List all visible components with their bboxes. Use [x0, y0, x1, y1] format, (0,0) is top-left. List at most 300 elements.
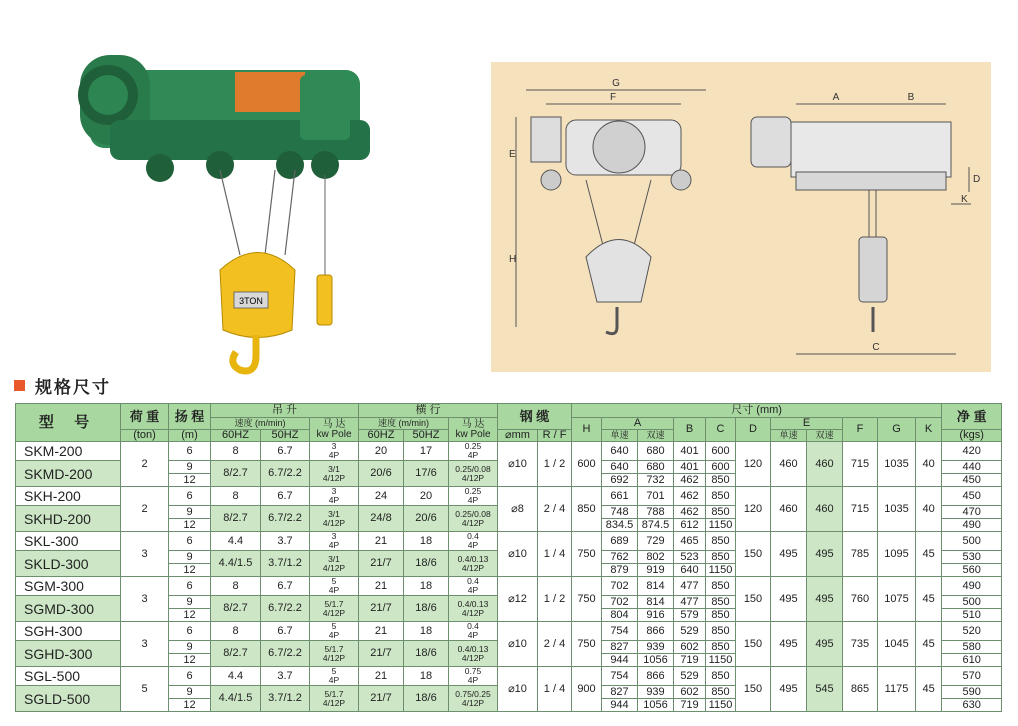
- hdr-G: G: [878, 418, 916, 442]
- net-weight: 490: [942, 519, 1002, 532]
- hoist-motor: 3 4P: [310, 442, 359, 461]
- travel-speed-50: 18: [404, 532, 449, 551]
- hdr-rope: 钢 缆: [498, 404, 572, 430]
- hoist-speed-50: 6.7/2.2: [261, 641, 310, 667]
- hoist-speed-50: 6.7: [261, 577, 310, 596]
- lift-value: 12: [169, 564, 211, 577]
- dim-A-double: 939: [638, 641, 674, 654]
- dim-B: 579: [674, 609, 706, 622]
- dim-G: 1035: [878, 442, 916, 487]
- load-value: 5: [121, 667, 169, 712]
- model-name: SKM-200: [16, 442, 121, 461]
- lift-value: 12: [169, 474, 211, 487]
- dim-B: 529: [674, 622, 706, 641]
- hoist-speed-60: 4.4: [211, 667, 261, 686]
- dim-A-double: 1056: [638, 699, 674, 712]
- dim-C: 850: [706, 596, 736, 609]
- dim-C: 850: [706, 641, 736, 654]
- svg-text:K: K: [961, 194, 968, 205]
- hdr-travel: 横 行: [359, 404, 498, 418]
- dim-B: 477: [674, 596, 706, 609]
- model-name: SKLD-300: [16, 551, 121, 577]
- dim-B: 401: [674, 442, 706, 461]
- dim-B: 602: [674, 686, 706, 699]
- svg-text:C: C: [872, 342, 880, 353]
- rope-diameter: ⌀10: [498, 442, 538, 487]
- travel-speed-50: 20/6: [404, 506, 449, 532]
- dim-C: 850: [706, 551, 736, 564]
- dim-A-single: 804: [602, 609, 638, 622]
- lift-value: 12: [169, 654, 211, 667]
- hdr-travel-50: 50HZ: [404, 430, 449, 442]
- travel-speed-60: 21/7: [359, 641, 404, 667]
- dim-F: 735: [843, 622, 878, 667]
- hoist-motor: 5/1.7 4/12P: [310, 686, 359, 712]
- hdr-E: E: [771, 418, 843, 430]
- dim-A-double: 701: [638, 487, 674, 506]
- hoist-motor: 3/1 4/12P: [310, 506, 359, 532]
- hdr-D: D: [736, 418, 771, 442]
- net-weight: 510: [942, 609, 1002, 622]
- net-weight: 630: [942, 699, 1002, 712]
- dim-A-double: 866: [638, 622, 674, 641]
- dim-E-single: 460: [771, 442, 807, 487]
- hdr-B: B: [674, 418, 706, 442]
- lift-value: 9: [169, 506, 211, 519]
- net-weight: 530: [942, 551, 1002, 564]
- travel-speed-60: 21/7: [359, 596, 404, 622]
- hoist-speed-60: 8/2.7: [211, 461, 261, 487]
- dimension-diagram: [491, 62, 991, 372]
- dim-A-double: 814: [638, 577, 674, 596]
- table-row: [16, 667, 1002, 686]
- dim-C: 600: [706, 442, 736, 461]
- dim-K: 45: [916, 622, 942, 667]
- hoist-speed-60: 4.4/1.5: [211, 686, 261, 712]
- load-value: 3: [121, 577, 169, 622]
- table-row: [16, 622, 1002, 641]
- dim-C: 850: [706, 667, 736, 686]
- dim-B: 640: [674, 564, 706, 577]
- hoist-motor: 3/1 4/12P: [310, 551, 359, 577]
- dim-D: 150: [736, 667, 771, 712]
- svg-text:F: F: [609, 92, 617, 103]
- lift-value: 9: [169, 461, 211, 474]
- dim-E-single: 495: [771, 667, 807, 712]
- lift-value: 6: [169, 622, 211, 641]
- travel-speed-50: 18/6: [404, 686, 449, 712]
- svg-text:A: A: [832, 92, 840, 103]
- lift-value: 9: [169, 686, 211, 699]
- travel-speed-60: 21: [359, 667, 404, 686]
- hoist-speed-60: 8: [211, 442, 261, 461]
- hdr-load-unit: (ton): [121, 430, 169, 442]
- dim-B: 462: [674, 487, 706, 506]
- rope-diameter: ⌀12: [498, 577, 538, 622]
- dim-F: 760: [843, 577, 878, 622]
- rope-diameter: ⌀8: [498, 487, 538, 532]
- hdr-E-double: 双速: [807, 430, 843, 442]
- hdr-F: F: [843, 418, 878, 442]
- dim-A-double: 866: [638, 667, 674, 686]
- hoist-motor: 5 4P: [310, 577, 359, 596]
- lift-value: 6: [169, 442, 211, 461]
- svg-text:D: D: [973, 174, 981, 185]
- net-weight: 610: [942, 654, 1002, 667]
- dim-A-single: 827: [602, 686, 638, 699]
- dim-C: 600: [706, 461, 736, 474]
- hoist-speed-60: 8: [211, 487, 261, 506]
- dim-E-double: 495: [807, 577, 843, 622]
- hoist-speed-50: 6.7: [261, 487, 310, 506]
- svg-text:G: G: [612, 78, 620, 89]
- travel-speed-60: 21/7: [359, 551, 404, 577]
- hdr-K: K: [916, 418, 942, 442]
- rope-rf: 1 / 4: [538, 532, 572, 577]
- rope-rf: 1 / 2: [538, 577, 572, 622]
- travel-motor: 0.75 4P: [449, 667, 498, 686]
- dim-B: 529: [674, 667, 706, 686]
- hdr-rope-rf: R / F: [538, 430, 572, 442]
- hdr-weight: 净 重: [942, 404, 1002, 430]
- dim-E-double: 495: [807, 532, 843, 577]
- hdr-lift-unit: (m): [169, 430, 211, 442]
- model-name: SGM-300: [16, 577, 121, 596]
- rope-diameter: ⌀10: [498, 622, 538, 667]
- dim-H: 750: [572, 577, 602, 622]
- dim-C: 850: [706, 506, 736, 519]
- dim-G: 1175: [878, 667, 916, 712]
- travel-speed-50: 17: [404, 442, 449, 461]
- dim-A-double: 680: [638, 461, 674, 474]
- section-title: 规格尺寸: [35, 377, 111, 397]
- dim-A-single: 661: [602, 487, 638, 506]
- dim-G: 1075: [878, 577, 916, 622]
- dim-C: 850: [706, 577, 736, 596]
- rope-rf: 1 / 2: [538, 442, 572, 487]
- hoist-speed-60: 8: [211, 622, 261, 641]
- dim-D: 120: [736, 442, 771, 487]
- lift-value: 9: [169, 641, 211, 654]
- dim-G: 1095: [878, 532, 916, 577]
- dim-E-single: 460: [771, 487, 807, 532]
- dim-F: 715: [843, 442, 878, 487]
- travel-motor: 0.25 4P: [449, 487, 498, 506]
- dim-A-double: 874.5: [638, 519, 674, 532]
- dim-A-double: 1056: [638, 654, 674, 667]
- svg-text:B: B: [907, 92, 915, 103]
- dim-B: 465: [674, 532, 706, 551]
- hoist-speed-50: 3.7/1.2: [261, 551, 310, 577]
- hdr-C: C: [706, 418, 736, 442]
- hdr-hoist-50: 50HZ: [261, 430, 310, 442]
- hdr-rope-dia: ⌀mm: [498, 430, 538, 442]
- travel-motor: 0.25/0.08 4/12P: [449, 461, 498, 487]
- hdr-E-single: 单速: [771, 430, 807, 442]
- hoist-motor: 3/1 4/12P: [310, 461, 359, 487]
- dim-A-single: 762: [602, 551, 638, 564]
- travel-speed-50: 18/6: [404, 641, 449, 667]
- dim-F: 865: [843, 667, 878, 712]
- travel-speed-50: 18/6: [404, 551, 449, 577]
- dim-B: 523: [674, 551, 706, 564]
- hoist-speed-50: 6.7: [261, 622, 310, 641]
- net-weight: 440: [942, 461, 1002, 474]
- travel-speed-50: 18: [404, 577, 449, 596]
- dim-E-double: 545: [807, 667, 843, 712]
- hdr-load: 荷 重: [121, 404, 169, 430]
- hdr-lift: 扬 程: [169, 404, 211, 430]
- dim-B: 719: [674, 654, 706, 667]
- dim-C: 1150: [706, 699, 736, 712]
- hdr-hoist-60: 60HZ: [211, 430, 261, 442]
- hoist-motor: 5/1.7 4/12P: [310, 596, 359, 622]
- rope-rf: 2 / 4: [538, 622, 572, 667]
- dim-B: 401: [674, 461, 706, 474]
- model-name: SGL-500: [16, 667, 121, 686]
- dim-A-double: 788: [638, 506, 674, 519]
- rope-rf: 1 / 4: [538, 667, 572, 712]
- rope-diameter: ⌀10: [498, 667, 538, 712]
- dim-A-single: 827: [602, 641, 638, 654]
- dim-H: 600: [572, 442, 602, 487]
- hoist-speed-50: 6.7/2.2: [261, 596, 310, 622]
- net-weight: 450: [942, 487, 1002, 506]
- dim-E-single: 495: [771, 622, 807, 667]
- table-row: [16, 442, 1002, 461]
- net-weight: 500: [942, 596, 1002, 609]
- lift-value: 6: [169, 487, 211, 506]
- dim-A-single: 748: [602, 506, 638, 519]
- hdr-hoist: 吊 升: [211, 404, 359, 418]
- lift-value: 12: [169, 519, 211, 532]
- net-weight: 500: [942, 532, 1002, 551]
- dim-K: 45: [916, 667, 942, 712]
- dim-A-single: 834.5: [602, 519, 638, 532]
- travel-speed-60: 21: [359, 577, 404, 596]
- dim-A-single: 944: [602, 699, 638, 712]
- dim-A-single: 702: [602, 596, 638, 609]
- net-weight: 520: [942, 622, 1002, 641]
- heading-square-icon: [14, 380, 25, 391]
- dim-A-double: 802: [638, 551, 674, 564]
- dim-A-double: 916: [638, 609, 674, 622]
- dim-C: 850: [706, 622, 736, 641]
- model-name: SGH-300: [16, 622, 121, 641]
- dim-B: 612: [674, 519, 706, 532]
- travel-motor: 0.75/0.25 4/12P: [449, 686, 498, 712]
- rope-diameter: ⌀10: [498, 532, 538, 577]
- net-weight: 580: [942, 641, 1002, 654]
- dim-A-double: 939: [638, 686, 674, 699]
- load-value: 3: [121, 622, 169, 667]
- dim-A-single: 702: [602, 577, 638, 596]
- travel-motor: 0.25 4P: [449, 442, 498, 461]
- dim-B: 462: [674, 506, 706, 519]
- dim-K: 45: [916, 577, 942, 622]
- net-weight: 490: [942, 577, 1002, 596]
- hoist-speed-60: 4.4: [211, 532, 261, 551]
- model-name: SKH-200: [16, 487, 121, 506]
- travel-speed-60: 21: [359, 532, 404, 551]
- hoist-photo: [70, 40, 450, 380]
- hdr-A: A: [602, 418, 674, 430]
- hdr-travel-motor: 马 达 kw Pole: [449, 418, 498, 442]
- travel-motor: 0.4 4P: [449, 532, 498, 551]
- dim-C: 850: [706, 686, 736, 699]
- travel-speed-50: 18: [404, 667, 449, 686]
- dim-D: 120: [736, 487, 771, 532]
- dim-E-double: 495: [807, 622, 843, 667]
- dim-C: 1150: [706, 519, 736, 532]
- net-weight: 420: [942, 442, 1002, 461]
- travel-speed-50: 20: [404, 487, 449, 506]
- net-weight: 470: [942, 506, 1002, 519]
- hoist-motor: 5 4P: [310, 667, 359, 686]
- lift-value: 9: [169, 551, 211, 564]
- dim-C: 850: [706, 487, 736, 506]
- dim-H: 750: [572, 622, 602, 667]
- lift-value: 6: [169, 577, 211, 596]
- dim-A-double: 919: [638, 564, 674, 577]
- hdr-A-double: 双速: [638, 430, 674, 442]
- dim-A-single: 879: [602, 564, 638, 577]
- dim-H: 900: [572, 667, 602, 712]
- travel-speed-60: 21: [359, 622, 404, 641]
- dim-A-single: 640: [602, 461, 638, 474]
- travel-speed-60: 24/8: [359, 506, 404, 532]
- lift-value: 12: [169, 609, 211, 622]
- model-name: SKMD-200: [16, 461, 121, 487]
- hdr-travel-60: 60HZ: [359, 430, 404, 442]
- dim-C: 1150: [706, 564, 736, 577]
- hoist-speed-50: 3.7/1.2: [261, 686, 310, 712]
- dim-A-double: 729: [638, 532, 674, 551]
- hdr-weight-unit: (kgs): [942, 430, 1002, 442]
- travel-speed-50: 18: [404, 622, 449, 641]
- dim-E-double: 460: [807, 442, 843, 487]
- travel-motor: 0.4/0.13 4/12P: [449, 641, 498, 667]
- travel-speed-50: 17/6: [404, 461, 449, 487]
- dim-D: 150: [736, 622, 771, 667]
- hook-label: 3TON: [239, 296, 263, 306]
- hdr-travel-speed: 速度 (m/min): [359, 418, 449, 430]
- dim-A-single: 640: [602, 442, 638, 461]
- section-heading: [14, 374, 111, 396]
- model-name: SKHD-200: [16, 506, 121, 532]
- hdr-dims: 尺寸 (mm): [572, 404, 942, 418]
- table-row: [16, 487, 1002, 506]
- dim-H: 750: [572, 532, 602, 577]
- hoist-motor: 5/1.7 4/12P: [310, 641, 359, 667]
- hdr-A-single: 单速: [602, 430, 638, 442]
- load-value: 2: [121, 442, 169, 487]
- svg-text:E: E: [509, 149, 516, 160]
- hdr-H: H: [572, 418, 602, 442]
- hoist-motor: 3 4P: [310, 532, 359, 551]
- spec-table: [15, 403, 1002, 712]
- dim-A-single: 754: [602, 622, 638, 641]
- net-weight: 450: [942, 474, 1002, 487]
- model-name: SGHD-300: [16, 641, 121, 667]
- hoist-speed-50: 3.7: [261, 532, 310, 551]
- dim-C: 850: [706, 532, 736, 551]
- travel-speed-60: 21/7: [359, 686, 404, 712]
- dim-H: 850: [572, 487, 602, 532]
- dim-K: 45: [916, 532, 942, 577]
- hoist-speed-60: 8: [211, 577, 261, 596]
- hoist-motor: 3 4P: [310, 487, 359, 506]
- dim-E-double: 460: [807, 487, 843, 532]
- dim-D: 150: [736, 577, 771, 622]
- lift-value: 12: [169, 699, 211, 712]
- hoist-speed-50: 6.7/2.2: [261, 461, 310, 487]
- dim-A-single: 692: [602, 474, 638, 487]
- dim-F: 715: [843, 487, 878, 532]
- table-row: [16, 532, 1002, 551]
- dim-B: 602: [674, 641, 706, 654]
- hdr-motor: 马 达 kw Pole: [310, 418, 359, 442]
- travel-motor: 0.25/0.08 4/12P: [449, 506, 498, 532]
- net-weight: 590: [942, 686, 1002, 699]
- hoist-speed-50: 3.7: [261, 667, 310, 686]
- dim-A-single: 689: [602, 532, 638, 551]
- lift-value: 6: [169, 667, 211, 686]
- table-row: [16, 577, 1002, 596]
- travel-motor: 0.4 4P: [449, 577, 498, 596]
- travel-motor: 0.4/0.13 4/12P: [449, 596, 498, 622]
- dim-B: 719: [674, 699, 706, 712]
- dim-K: 40: [916, 442, 942, 487]
- model-name: SKL-300: [16, 532, 121, 551]
- dim-A-double: 814: [638, 596, 674, 609]
- dim-D: 150: [736, 532, 771, 577]
- dim-C: 850: [706, 609, 736, 622]
- hoist-speed-50: 6.7/2.2: [261, 506, 310, 532]
- hoist-speed-60: 8/2.7: [211, 506, 261, 532]
- dim-E-single: 495: [771, 577, 807, 622]
- dim-A-single: 944: [602, 654, 638, 667]
- hoist-speed-60: 4.4/1.5: [211, 551, 261, 577]
- dim-E-single: 495: [771, 532, 807, 577]
- model-name: SGLD-500: [16, 686, 121, 712]
- hoist-speed-50: 6.7: [261, 442, 310, 461]
- net-weight: 570: [942, 667, 1002, 686]
- dim-B: 462: [674, 474, 706, 487]
- dim-C: 1150: [706, 654, 736, 667]
- dim-A-double: 732: [638, 474, 674, 487]
- rope-rf: 2 / 4: [538, 487, 572, 532]
- hdr-hoist-speed: 速度 (m/min): [211, 418, 310, 430]
- travel-speed-60: 20/6: [359, 461, 404, 487]
- model-name: SGMD-300: [16, 596, 121, 622]
- load-value: 3: [121, 532, 169, 577]
- dim-B: 477: [674, 577, 706, 596]
- hoist-speed-60: 8/2.7: [211, 596, 261, 622]
- travel-speed-50: 18/6: [404, 596, 449, 622]
- travel-motor: 0.4 4P: [449, 622, 498, 641]
- load-value: 2: [121, 487, 169, 532]
- dim-A-single: 754: [602, 667, 638, 686]
- dim-K: 40: [916, 487, 942, 532]
- travel-speed-60: 20: [359, 442, 404, 461]
- dim-C: 850: [706, 474, 736, 487]
- hoist-motor: 5 4P: [310, 622, 359, 641]
- hdr-model: 型 号: [16, 404, 121, 442]
- net-weight: 560: [942, 564, 1002, 577]
- dim-A-double: 680: [638, 442, 674, 461]
- travel-motor: 0.4/0.13 4/12P: [449, 551, 498, 577]
